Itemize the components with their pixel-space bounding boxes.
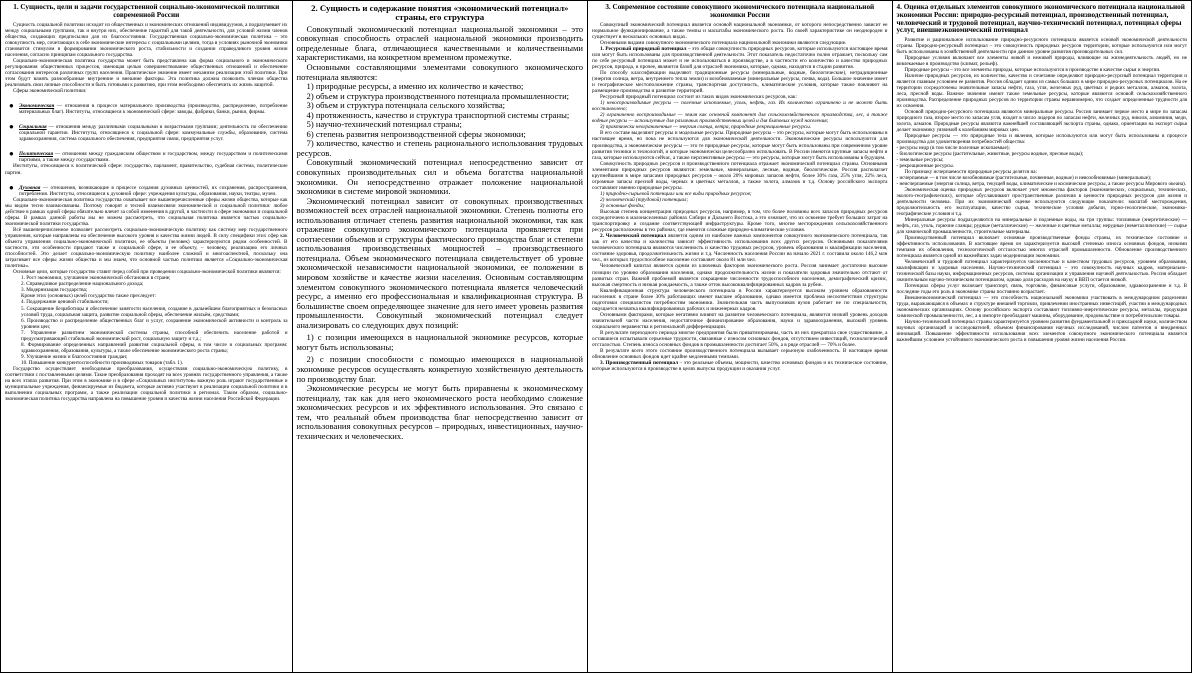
list-item: 3) объем и структура потенциала сельского хозяйства;: [306, 100, 506, 111]
paragraph: По способу классификации выделяют традиционные ресурсы (минеральные, водные, биологические), нетрадиционные (энергия солнца, ветра, внутреннего тепла земли) и возобновляемые (минеральные ресурсы, почва, вода). Большое значение имеет и географическое местоположение страны, транспортная доступность, климатические условия, которые также повлияют на размещение производства и развитие территорий.: [592, 69, 888, 95]
list-item: 2) ограниченно воспроизводимые — земля как основной компонент для сельскохозяйственного производства, лес, а также водные ресурсы — используемые для различных производственных целей и для бытовых нужд населения;: [592, 112, 888, 125]
subheading: 2. Человеческий потенциал: [600, 233, 667, 240]
bullet-term: Экономическая: [19, 103, 55, 110]
paragraph: Квалификационная структура человеческого потенциала в России характеризуется высоким уровнем образованности населения: в стране более 30% работающих имеют высшее образование, однако имеется проблема несоответствия структуры подготовки специалистов потребностям экономики. Значительная часть выпускников вузов работает не по специальности, ощущается нехватка квалифицированных рабочих и инженерных кадров.: [592, 287, 888, 312]
paragraph: Основными видами совокупного экономического потенциала национальной экономики являются следующие.: [600, 39, 847, 46]
paragraph: Основные цели, которые государство ставит перед собой при проведении социально-экономической политики являются:: [13, 269, 281, 276]
column-1: [1, 1, 293, 672]
list-item: 1) природные ресурсы, а именно их количество и качество;: [306, 81, 524, 92]
section-heading: Оценка отдельных элементов совокупного экономического потенциала национальной экономики России: природно-ресурсный потенциал, производственный потенциал, человеческий и трудовой потенциал, научно-технический потенциал, потенциал сферы услуг, внешнеэкономический потенциал: [896, 3, 1185, 35]
bullet-item: [5, 151, 288, 163]
subheading: 3. Производственный потенциал: [600, 360, 679, 367]
bullet-text: — отношения между гражданским обществом и государством, между государством и политическими партиями, а также между государствами.: [19, 151, 288, 164]
bullet-icon: ●: [9, 182, 14, 192]
paragraph: Природные ресурсы – это все элементы природы, которые используются в производстве в качестве сырья и энергии.: [904, 67, 1161, 74]
list-item: 4. Поддержание ценовой стабильности;: [21, 299, 109, 306]
list-item: 5. Сокращение безработицы и обеспечение занятости населения, создание в дальнейшем благоприятных и безопасных условий труда, социальная защита, развитие социальной сферы, обеспечение жильём, средствами;: [21, 305, 288, 318]
list-item: - ресурсы недр (в том числе полезные ископаемые);: [896, 145, 1010, 152]
section-title-3: [592, 4, 887, 20]
section-number: 4.: [896, 3, 902, 11]
paragraph: Совокупность природных ресурсов и производственного потенциала отражает экономический потенциал страны. Основными элементами природных ресурсов являются: земельные, минеральные, лесные, водные, биологические. Россия располагает крупнейшими в мире запасами природных ресурсов – около 20% мировых запасов нефти, более 30% газа, 25% угля, 22% леса, огромные запасы пресной воды, черных и цветных металлов, а также золота, алмазов и т.д. Основу российского экспорта составляют именно природные ресурсы.: [592, 160, 888, 191]
section-number: 3.: [605, 3, 611, 11]
paragraph: Природные условия включают все элементы живой и неживой природы, влияющие на жизнедеятельность людей, но не вовлекаемые в производство (климат, рельеф).: [896, 55, 1187, 68]
paragraph: Совокупный экономический потенциал непосредственно зависит от совокупных производительных сил и объема богатства национальной экономики. Он непосредственно отражает положение национальной экономики в системе мировой экономики.: [296, 157, 584, 197]
paragraph: Внешнеэкономический потенциал — это способность национальной экономики участвовать в международном разделении труда, выражающаяся в объемах и структуре внешней торговли, привлечении иностранных инвестиций, участии в международных экономических организациях. Основу российского экспорта составляют топливно-энергетические ресурсы, металлы, продукция химической промышленности, лес, а в импорте преобладают машины, оборудование, продовольствие и потребительские товары.: [896, 295, 1187, 320]
paragraph: Сущность социальной политики исходит из общественных и экономических отношений индивидуумов, а подразумевает их между социальными группами, так и внутри них, обеспечение гарантий для такой деятельности, для условий жизни членов общества, создающих предпосылки для их благосостояния. Государственная социально-экономическая политика – это совокупность мер, сочетающих в себе экономические интересы с социальными целями, тогда в условиях рыночной экономики становится стимулом в формировании экономического роста, стабильности и создании справедливого уровня жизни населения, согласно принципам социального государства.: [5, 21, 288, 58]
paragraph: Природные ресурсы — это природные тела и явления, которые используются или могут быть использованы в процессе производства для удовлетворения потребностей общества:: [896, 133, 1187, 146]
paragraph: Сферы экономической политики:: [13, 88, 87, 95]
list-item: 3. Модернизация государства;: [21, 287, 88, 294]
paragraph: Совокупный экономический потенциал национальной экономики – это совокупная способность отраслей национальной экономики производить определенные блага, отличающиеся качественными и количественными характеристиками, на конкретном временном промежутке.: [296, 23, 584, 63]
list-item: - земельные ресурсы;: [896, 157, 944, 164]
paragraph: Развитие и рациональное использование природно-ресурсного потенциала является основой экономической деятельности страны. Природно-ресурсный потенциал – это совокупность природных ресурсов территории, которые используются или могут быть использованы в хозяйственной деятельности при данном уровне развития производительных сил.: [896, 37, 1187, 56]
paragraph: Институты, относящиеся к политической сфере: государство, парламент, правительство, судебная система, политические партии.: [5, 163, 288, 176]
paragraph: Человеческий капитал является одним из ключевых факторов экономического роста. Россия занимает достаточно высокие позиции по уровню образования населения, однако продолжительность жизни и показатели здоровья значительно отстают от развитых стран. Важной проблемой является сокращение численности трудоспособного населения, демографический кризис, высокая смертность и низкая рождаемость, а также отток высококвалифицированных кадров за рубеж.: [592, 263, 888, 288]
list-item: 9. Улучшение жизни и благосостояния граждан;: [21, 353, 128, 360]
paragraph: Всё вышеперечисленное позволяет рассмотреть социально-экономическую политику как систему мер государственного управления, которые направлены на обеспечение высокого уровня и качества жизни людей. В силу специфики этих сфер как объекта управления социально-экономической политики, ее объекты (человек) характеризуются рядом особенностей. В частности, эти особенности придают также и социальной сфере, и ее объекту, – человеку, реализацию его личных способностей. Это делает социально-экономическую политику наиболее сложной и многоаспектной, поскольку она затрагивает все сферы жизни общества и мы знаем, что основной частью политики является «Социально-экономическая политика».: [5, 226, 288, 270]
list-item: 3) основные фонды;: [600, 203, 645, 209]
paragraph: Социально-экономическая политика государства охватывает все вышеперечисленные сферы жизни общества, которые как мы видим тесно взаимосвязаны. Поэтому говорят о тесной взаимосвязи экономической и социальной политики: любое действие в рамках одной сферы обязательно влечет за собой изменения в другой, в частности в сфере экономики и социальной сферы. В рамках данной работы мы не можем рассмотреть, что социальная политика является частью социально-экономической политики государства.: [5, 196, 288, 227]
paragraph: Наличие природных ресурсов, их количество, качество и сочетание определяют природно-ресурсный потенциал территории и является главным условием ее развития. Россия обладает одним из самых больших в мире природно-ресурсных потенциалов. На ее территории сосредоточены значительные запасы нефти, газа, угля, железных руд, цветных и редких металлов, алмазов, золота, леса, пресной воды. Важное значение имеют также земельные ресурсы, которые являются основой сельскохозяйственного производства. Распределение природных ресурсов по территории страны неравномерно, что создает определенные трудности для их освоения.: [896, 73, 1187, 110]
paragraph: Человеческий и трудовой потенциал характеризуется численностью и качеством трудовых ресурсов, уровнем образования, квалификации и здоровья населения. Научно-технический потенциал – это совокупность научных кадров, материально-технической базы науки, информационных ресурсов, системы организации и управления научной деятельностью. Россия обладает значительным научно-техническим потенциалом, однако доля расходов на науку в ВВП остается низкой.: [896, 259, 1187, 284]
paragraph: [592, 233, 887, 263]
list-item: 1. Рост экономики, улучшение экономической обстановки в стране;: [21, 275, 171, 282]
list-item: 8. Формирование определенных направлений развития социальной сферы, в том числе и социальных программ: здравоохранения, образования, культуры, а также обеспечение экономического роста страны;: [21, 341, 288, 354]
section-number: 1.: [13, 3, 19, 11]
bullet-text: — отношения, возникающие в процессе создания духовных ценностей, их сохранения, распространения, потребления. Институты, относящиеся к духовной сфере: учреждения культуры, образования, науки, театры, музеи.: [19, 184, 288, 197]
list-item: 2) объем и структура производственного потенциала промышленности;: [306, 90, 570, 101]
section-heading: Современное состояние совокупного экономического потенциала национальной экономики России: [612, 3, 875, 19]
paragraph: Социально-экономическая политика государства может быть представлена как форма социального и экономического регулирования общественных процессов, имеющая целью совершенствование общественных отношений и обеспечение согласования интересов различных групп населения. Практическое значение имеет механизм реализации этой политики. При этом будут влиять разнообразные внутренние и внешние факторы. Эта политика должна позволить членам общества реализовать свои личные способности и быть готовыми к развитию, при этом необходимо обеспечить их жизнь защитой.: [5, 57, 288, 89]
list-item: 10. Повышение конкурентоспособности производимых товаров (табл. 1).: [21, 359, 184, 366]
paragraph: Научно-технический потенциал страны характеризуется уровнем развития фундаментальной и прикладной науки, количеством научных организаций и исследователей, объемом финансирования научных исследований, числом патентов и внедренных инноваций. Повышение эффективности использования всех элементов совокупного экономического потенциала является важнейшим условием устойчивого экономического роста и повышения уровня жизни населения России.: [896, 319, 1187, 344]
list-item: - биологические ресурсы (растительные, животные, ресурсы водные, пресные воды);: [896, 151, 1084, 158]
paragraph: Экономические ресурсы не могут быть приравнены к экономическому потенциалу, так как для него экономического роста необходимо сложение экономических ресурсов и их эффективного использования. Это связано с тем, что реальный объем производства благ непосредственно зависит от использования совокупных ресурсов – природных, инвестиционных, научно-технических и человеческих.: [296, 383, 584, 441]
bullet-item: [5, 103, 288, 115]
paragraph: Государство осуществляет необходимые преобразования, осуществляя социально-экономическую политику, в соответствии с поставленными целями. Такие преобразования проходят на всех уровнях государственного управления, а также на всех этапах развития. При этом в экономике и в сфере «Социальных институтов» важную роль играют государственные и муниципальные учреждения, финансируемые из бюджета, которые активно участвуют в реализации социальной политики и в выполнении социальных программ, а также реализации социальной политики в регионах. Таким образом, социально-экономическая политика государства направлена на повышение уровня и качества жизни населения Российской Федерации.: [5, 365, 288, 403]
column-4: [893, 1, 1192, 672]
paragraph: Совокупный экономический потенциал является основой национальной экономики, от которого непосредственно зависит ее нормальное функционирование, а также темпы и масштабы экономического роста. По своей характеристике он неоднороден и существует в нескольких основных видах.: [592, 21, 888, 40]
list-item: 2) с позиции способности с помощью имеющихся в национальной экономике ресурсов осуществлять конкретную хозяйственную деятельность по производству благ.: [296, 354, 584, 384]
list-item: 1) природно-сырьевой потенциал или все виды природных ресурсов;: [600, 190, 752, 197]
paragraph: Основными факторами, которые негативно влияют на развитие человеческого потенциала, являются низкий уровень доходов значительной части населения, недостаточное финансирование образования, науки и здравоохранения, высокий уровень социального неравенства и региональной дифференциации.: [592, 311, 888, 330]
list-item: - исчерпаемые — в том числе возобновимые (растительные, почвенные, водные) и невозобновимые (минеральные);: [896, 175, 1152, 182]
bullet-term: Социальная: [19, 124, 47, 131]
subheading: 1. Ресурсный природный потенциал: [600, 45, 687, 52]
paragraph: Потенциал сферы услуг включает транспорт, связь, торговлю, финансовые услуги, образование, здравоохранение и т.д. В последние годы его роль в экономике страны постоянно возрастает.: [896, 283, 1187, 296]
section-title-1: [5, 4, 288, 20]
list-item: Кроме этих (основных) целей государство также преследует:: [21, 293, 157, 300]
paragraph: В результате переходного периода многие предприятия были приватизированы, часть из них прекратила свое существование, а оставшиеся испытывали серьезные трудности, связанные с износом основных фондов, отсутствием инвестиций, технологической отсталостью. Степень износа основных фондов в промышленности достигает 50%, а в ряде отраслей — 70% и более.: [592, 329, 888, 349]
bullet-icon: ●: [9, 101, 14, 111]
bullet-icon: ●: [9, 122, 14, 132]
list-item: 5) научно-технический потенциал страны;: [306, 119, 462, 130]
column-2: [293, 1, 589, 672]
list-item: - рекреационные ресурсы.: [896, 163, 954, 170]
section-number: 2.: [311, 3, 318, 13]
column-3: [588, 1, 892, 672]
paragraph: Высокая степень концентрации природных ресурсов, например, в том, что более половины всех запасов природных ресурсов сосредоточено в малонаселенных районах Сибири и Дальнего Востока, а это означает, что их освоение требует больших затрат на транспортировку и создание соответствующей инфраструктуры. Кроме того, многие месторождения сельскохозяйственного ресурсов расположены в тех районах, где имеются сложные природно-климатические условия.: [592, 209, 888, 234]
bullet-icon: ●: [9, 149, 14, 159]
list-item: 2. Справедливое распределение национального дохода;: [21, 281, 144, 288]
bullet-term: Духовная: [19, 184, 41, 191]
list-item: 7. Управление развитием экономической системы страны, способной обеспечить население работой и предусматривающей стабильный экономический рост, социальную защиту и т.д.;: [21, 329, 288, 342]
bullet-text: — отношения в процессе материального производства (производство, распределение, потребление материальных благ). Институты, относящиеся к экономической сфере: заводы, фабрики, банки, рынки, фирмы.: [19, 103, 288, 116]
list-item: - неисчерпаемые (энергия солнца, ветра, текущей воды, климатические и космические ресурсы, а также ресурсы Мирового океана).: [896, 181, 1187, 188]
section-title-2: [297, 4, 584, 23]
list-item: 3) практически неограниченные — энергия солнца, ветра, природные рекреационные ресурсы.: [600, 124, 812, 131]
paragraph: По признаку исчерпаемости природные ресурсы делятся на:: [904, 169, 1038, 176]
paragraph: Экономический потенциал зависит от совокупных производственных возможностей всех отраслей национальной экономики. Степень полноты его использования отличает степень развития национальной экономики, так как отражение совокупного экономического потенциала проявляется при соотнесении объемов и структуры фактического производства благ и степени использования производственных мощностей – производственного потенциала. Объем экономического потенциала свидетельствует об уровне экономической независимости национальной экономики, ее положении в мировом хозяйстве и качестве жизни населения. Основным составляющим элементом совокупного экономического потенциала является человеческий ресурс, а именно его профессиональная и квалификационная структура. В большинстве своем определяющее значение для него имеет уровень развития промышленности. Совокупный экономический потенциал следует анализировать со следующих двух позиций:: [296, 195, 584, 330]
paragraph: В его составе выделяют ресурсы и модельные ресурсы. Природные ресурсы – это ресурсы, которые могут быть использованы в настоящее время, но пока не используются для экономической деятельности. Экономические ресурсы используются для производства, а экономические ресурсы — это те природные ресурсы, которые могут быть использованы при современном уровне развития техники и технологий, и которые экономически целесообразно использовать. В России имеются крупные запасы нефти и газа, которые используются сейчас, а также перспективные ресурсы — это ресурсы, которые могут быть использованы в будущем.: [592, 130, 888, 161]
list-item: 4) протяженность, качество и структура транспортной системы страны;: [306, 109, 570, 120]
paragraph: [592, 46, 887, 70]
paragraph-text: является одним из наиболее важных компонентов совокупного экономического потенциала, так как от его качества и количества зависит эффективность использования всех других ресурсов. Основными показателями человеческого потенциала являются численность и качество трудовых ресурсов, уровень образования и квалификации населения, состояние здоровья, продолжительность жизни и т.д. Численность населения России на начало 2021 г. составила около 146,2 млн чел., из которых трудоспособное население составляет около 81 млн чел.: [592, 233, 888, 264]
list-item: 7) количество, качество и степень рационального использования трудовых ресурсов.: [296, 138, 584, 158]
section-heading: Сущность и содержание понятия «экономический потенциал» страны, его структура: [319, 3, 569, 23]
paragraph-text: – это реальные объемы, мощности, качество основных фондов и их техническое состояние, которые используются в производстве в целях выпуска продукции и оказания услуг.: [592, 360, 888, 373]
list-item: 6) степень развития непроизводственной сферы экономики;: [306, 128, 526, 139]
paragraph: Производственный потенциал включает основные производственные фонды страны, их техническое состояние и эффективность использования. В настоящее время он характеризуется высокой степенью износа основных фондов, низкими темпами их обновления, технологической отсталостью многих отраслей промышленности. Обновление производственного потенциала является одной из важнейших задач модернизации экономики.: [896, 235, 1187, 260]
paragraph: Основой природно-ресурсного потенциала являются минеральные ресурсы. Россия занимает первое место в мире по запасам природного газа, второе место по запасам угля, входит в число лидеров по запасам нефти, железных руд, никеля, алюминия, меди, золота, алмазов. Природные ресурсы являются важнейшей составляющей экспорта страны, однако, ориентация на экспорт сырья делает экономику уязвимой к колебаниям мировых цен.: [896, 109, 1187, 134]
section-heading: Сущность, цели и задачи государственной социально-экономической политики современной России: [20, 3, 280, 19]
bullet-item: [5, 124, 288, 142]
paragraph: Минеральные ресурсы подразделяются на минеральные и подземные воды, на три группы: топливные (энергетические) — нефть, газ, уголь, горючие сланцы; рудные (металлические) — железные и цветные металлы; нерудные (неметаллические) — сырье для химической промышленности, строительные материалы.: [896, 217, 1187, 236]
bullet-text: — отношения между различными социальными и возрастными группами; деятельность по обеспечению социальной гарантии. Институты, относящиеся к социальной сфере: коммунальные службы, образование, система здравоохранения, система социального обеспечения, предприятия связи, предприятия услуг.: [19, 124, 288, 143]
list-item: 1) с позиции имеющихся в национальной экономике ресурсов, которые могут быть использованы;: [296, 332, 584, 352]
list-item: 2) человеческий (трудовой) потенциал;: [600, 196, 689, 203]
paragraph: Основными составляющими элементами совокупного экономического потенциала являются:: [296, 62, 584, 82]
bullet-item: [5, 182, 288, 197]
section-title-4: [897, 4, 1188, 35]
bullet-term: Политическая: [19, 151, 53, 158]
paragraph: Ресурсный природный потенциал состоит из таких видов экономических ресурсов, как:: [600, 94, 797, 101]
list-item: 6. Производство и распределение общественных благ и услуг, сохранение экономической активности и контроль за уровнем цен;: [21, 317, 288, 330]
paragraph: [592, 360, 887, 372]
paragraph-text: – это общая совокупность природных ресурсов, которые используются настоящее время или могут быть использованы для производственной деятельности. Этот показатель недостаточно полно отражает, поскольку сам по себе ресурсный потенциал может и не использоваться в производстве, а в частности его количество и качество природных ресурсов, природа, и прочее, являются базой для отраслей экономики, которые, однако, находятся в стадии развития.: [592, 45, 888, 70]
paragraph: Экономическая оценка природных ресурсов включает учет множества факторов (экономических, социальных, технических, эколого-географических), которые обуславливают пространственные различия в ценности природных ресурсов для жизни и деятельности человека. При их экономической оценке используются следующие показатели: масштаб месторождения, продолжительность его эксплуатации, качество сырья, технические условия добычи, горно-геологические, экономико-географические условия и т.д.: [896, 187, 1187, 218]
list-item: 1) невоспроизводимые ресурсы — полезные ископаемые, уголь, нефть, газ. Их количество ограничено и не может быть восстановлено;: [592, 100, 888, 113]
paragraph: В результате всего этого состояние производственного потенциала вызывает серьезную озабоченность. В настоящее время обновление основных фондов идет крайне медленными темпами.: [592, 348, 888, 361]
